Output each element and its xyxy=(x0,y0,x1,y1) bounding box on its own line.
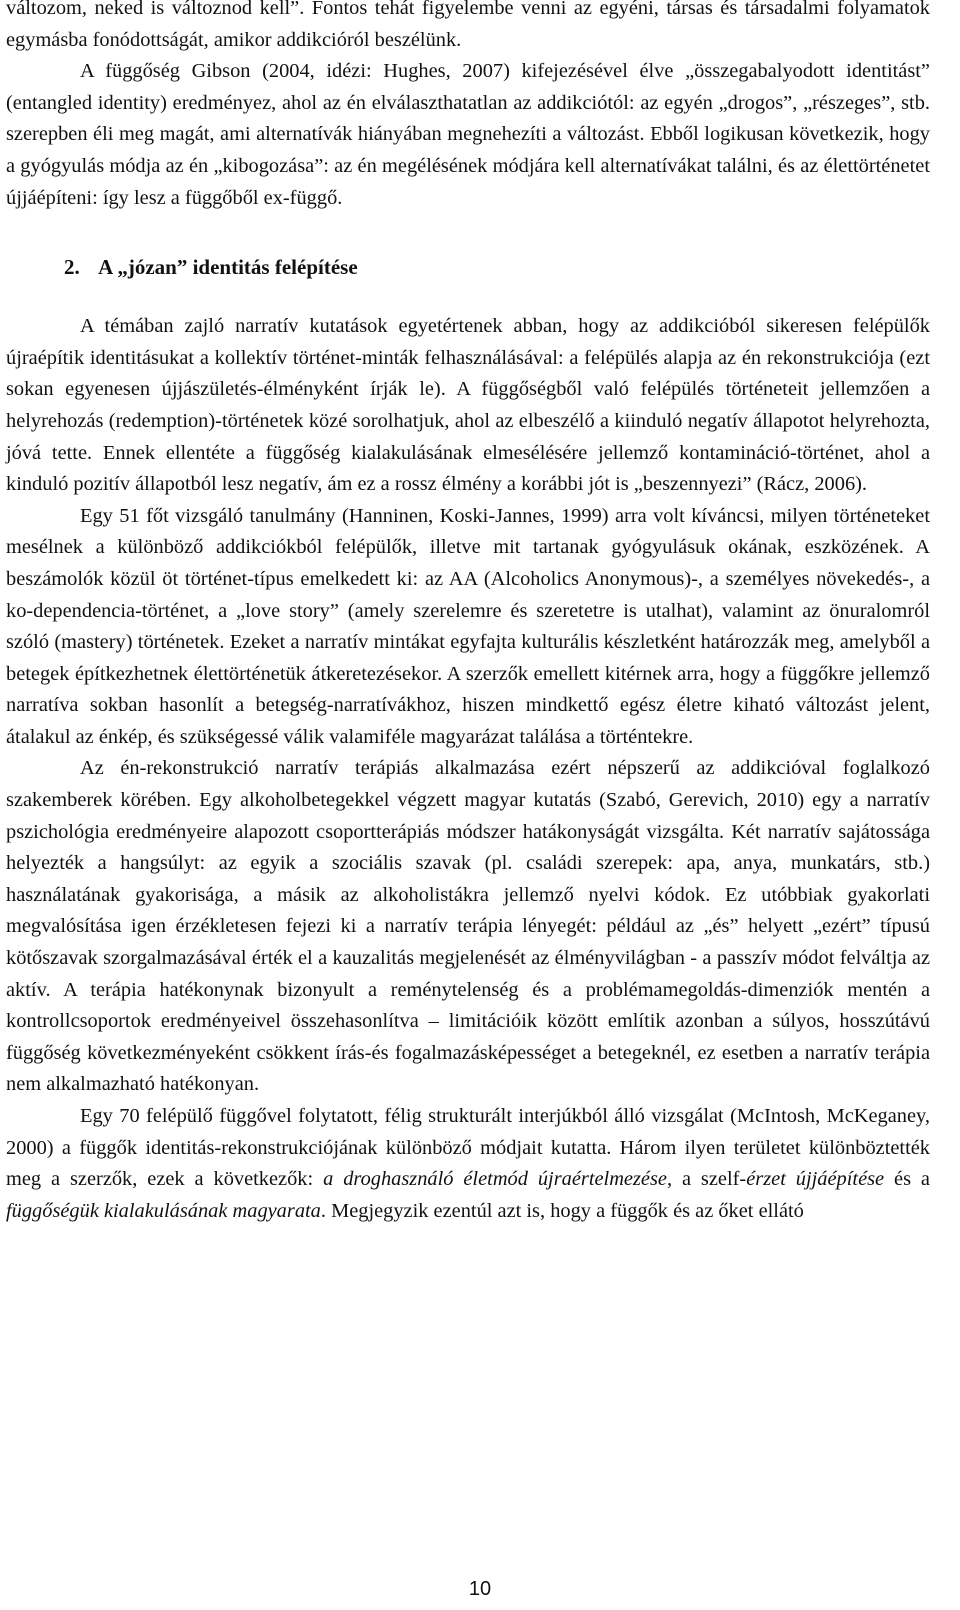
paragraph-continuation: változom, neked is változnod kell”. Fontos tehát figyelembe venni az egyéni, társas és társadalmi folyamatok egymásba fonódottságát, amikor addikcióról beszélünk. xyxy=(6,0,930,51)
paragraph-mcintosh-study xyxy=(6,1101,930,1227)
emphasis-text: érzet újjáépítése xyxy=(746,1168,885,1191)
section-main xyxy=(6,311,930,1227)
section-title: A „józan” identitás felépítése xyxy=(98,255,358,280)
emphasis-text: függőségük kialakulásának magyarata xyxy=(6,1199,321,1222)
paragraph-self-reconstruction: Az én-rekonstrukció narratív terápiás alkalmazása ezért népszerű az addikcióval foglalkozó szakemberek körében. Egy alkoholbetegekkel végzett magyar kutatás (Szabó, Gerevich, 2010) egy a narratív pszichológia eredményeire alapozott csoportterápiás módszer hatákonyságát vizsgálta. Két narratív sajátossága helyezték a hangsúlyt: az egyik a szociális szavak (pl. családi szerepek: apa, anya, munkatárs, stb.) használatának gyakorisága, a másik az alkoholistákra jellemző nyelvi kódok. Ez utóbbiak gyakorlati megvalósítása igen érzékletesen fejezi ki a narratív terápia lényegét: például az „és” helyett „ezért” típusú kötőszavak szorgalmazásával érték el a kauzalitás megjelenését az élményvilágban - a passzív módot felváltja az aktív. A terápia hatékonynak bizonyult a reménytelenség és a problémamegoldás-dimenziók mentén a kontrollcsoportok eredményeivel összehasonlítva – limitációik között említik azonban a súlyos, hosszútávú függőség következményeként csökkent írás-és fogalmazásképességet a betegeknél, ez esetben a narratív terápia nem alkalmazható hatékonyan. xyxy=(6,757,930,1096)
paragraph-text: és a xyxy=(884,1168,930,1191)
section-number: 2. xyxy=(64,255,80,280)
section-heading xyxy=(6,253,930,281)
section-top xyxy=(6,0,930,214)
paragraph-hanninen-study: Egy 51 főt vizsgáló tanulmány (Hanninen, Koski-Jannes, 1999) arra volt kíváncsi, milyen történeteket mesélnek a különböző addikciókból felépülők, illetve mit tartanak gyógyulásuk okának, eszközének. A beszámolók közül öt történet-típus emelkedett ki: az AA (Alcoholics Anonymous)-, a személyes növekedés-, a ko-dependencia-történet, a „love story” (amely szerelemre és szeretetre is utalhat), valamint az önuralomról szóló (mastery) történetek. Ezeket a narratív mintákat egyfajta kulturális készletként határozzák meg, amelyből a betegek építkezhetnek élettörténetük átkeretezésekor. A szerzők emellett kitérnek arra, hogy a függőkre jellemző narratíva sokban hasonlít a betegség-narratívákhoz, hiszen mindkettő egész életre kiható változást jelent, átalakul az énkép, és szükségessé válik valamiféle magyarázat találása a történtekre. xyxy=(6,504,930,748)
emphasis-text: a droghasználó életmód újraértelmezése xyxy=(323,1168,667,1191)
paragraph-narrative-research: A témában zajló narratív kutatások egyetértenek abban, hogy az addikcióból sikeresen felépülők újraépítik identitásukat a kollektív történet-minták felhasználásával: a felépülés alapja az én rekonstrukciója (ezt sokan egyenesen újjászületés-élményként írják le). A függőségből való felépülés történeteit jellemzően a helyrehozás (redemption)-történetek közé sorolhatjuk, ahol az elbeszélő a kiinduló negatív állapotot helyrehozta, jóvá tette. Ennek ellentéte a függőség kialakulásának elmesélésére jellemző kontamináció-történet, ahol a kinduló pozitív állapotból lesz negatív, ám ez a rossz élmény a korábbi jót is „beszennyezi” (Rácz, 2006). xyxy=(6,315,930,496)
paragraph-gibson: A függőség Gibson (2004, idézi: Hughes, 2007) kifejezésével élve „összegabalyodott identitást” (entangled identity) eredményez, ahol az én elválaszthatatlan az addikciótól: az egyén „drogos”, „részeges”, stb. szerepben éli meg magát, ami alternatívák hiányában megnehezíti a változást. Ebből logikusan következik, hogy a gyógyulás módja az én „kibogozása”: az én megélésének módjára kell alternatívákat találni, és az élettörténetet újjáépíteni: így lesz a függőből ex-függő. xyxy=(6,60,930,209)
document-page xyxy=(6,0,930,1227)
paragraph-text: . Megjegyzik ezentúl azt is, hogy a függők és az őket ellátó xyxy=(320,1199,804,1222)
paragraph-text: , a szelf- xyxy=(666,1168,747,1191)
paragraph-text: Egy 70 felépülő függővel folytatott, félig strukturált interjúkból álló vizsgálat (McIntosh, McKeganey, 2000) a függők identitás-rekonstrukciójának különböző módjait kutatta. Három ilyen területet különböztették meg a szerzők, ezek a következők: xyxy=(6,1105,930,1191)
page-number: 10 xyxy=(468,1578,492,1600)
